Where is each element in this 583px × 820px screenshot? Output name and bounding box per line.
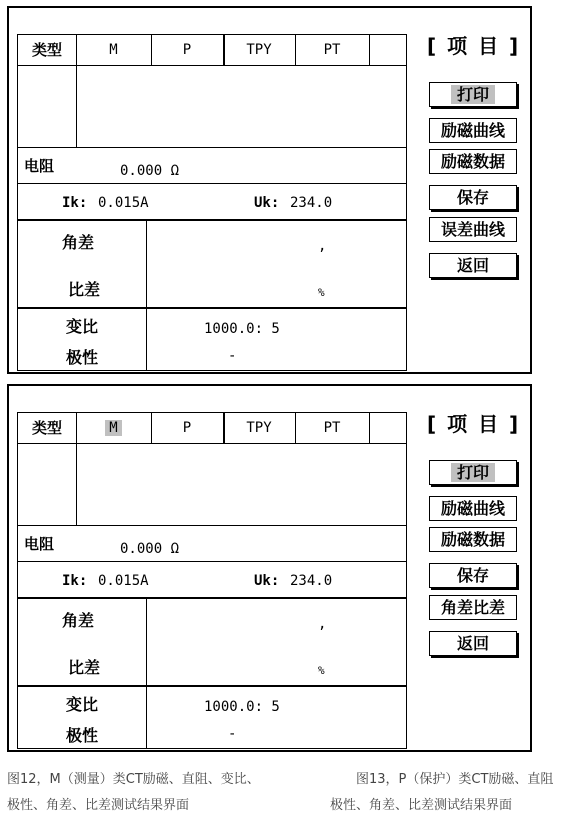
angle-unit: , [318, 238, 327, 254]
ik-label: Ik: [62, 573, 88, 589]
excitation-curve-button[interactable]: 励磁曲线 [429, 118, 517, 143]
uk-label: Uk: [254, 195, 280, 211]
angle-label: 角差 [62, 233, 95, 252]
tab-tpy[interactable]: TPY [246, 42, 272, 58]
ratio-value: 1000.0: 5 [204, 699, 280, 715]
polarity-value: - [228, 348, 237, 364]
uk-value: 234.0 [290, 573, 333, 589]
caption-right-line2: 极性、角差、比差测试结果界面 [330, 798, 513, 813]
ratio-error-label: 比差 [68, 658, 101, 677]
resistance-value: 0.000 Ω [120, 163, 180, 179]
ratio-label: 变比 [66, 317, 99, 336]
back-button[interactable]: 返回 [429, 631, 517, 656]
caption-left-line1: 图12，M（测量）类CT励磁、直阻、变比、 [7, 772, 260, 787]
caption-left-line2: 极性、角差、比差测试结果界面 [7, 798, 190, 813]
save-button[interactable]: 保存 [429, 185, 517, 210]
ratio-error-unit: % [318, 286, 325, 299]
tab-pt[interactable]: PT [323, 420, 341, 436]
caption-right-line1: 图13，P（保护）类CT励磁、直阻 [356, 772, 554, 787]
angle-label: 角差 [62, 611, 95, 630]
type-label: 类型 [31, 419, 62, 437]
result-grid [17, 412, 407, 749]
result-panel-2 [7, 384, 532, 752]
ratio-error-label: 比差 [68, 280, 101, 299]
tab-m[interactable]: M [109, 42, 118, 58]
tab-tpy[interactable]: TPY [246, 420, 272, 436]
resistance-value: 0.000 Ω [120, 541, 180, 557]
excitation-curve-button[interactable]: 励磁曲线 [429, 496, 517, 521]
resistance-label: 电阻 [24, 157, 55, 175]
uk-label: Uk: [254, 573, 280, 589]
polarity-label: 极性 [66, 348, 99, 367]
tab-pt[interactable]: PT [323, 42, 341, 58]
ratio-label: 变比 [66, 695, 99, 714]
resistance-label: 电阻 [24, 535, 55, 553]
back-button[interactable]: 返回 [429, 253, 517, 278]
angle-unit: , [318, 616, 327, 632]
ik-value: 0.015A [98, 573, 149, 589]
print-button[interactable]: 打印 [429, 460, 517, 485]
menu-title: [ 项 目 ] [427, 412, 521, 436]
error-curve-button[interactable]: 误差曲线 [429, 217, 517, 242]
polarity-value: - [228, 726, 237, 742]
tab-p[interactable]: P [182, 42, 192, 58]
angle-ratio-error-button[interactable]: 角差比差 [429, 595, 517, 620]
result-grid [17, 34, 407, 371]
ratio-error-unit: % [318, 664, 325, 677]
uk-value: 234.0 [290, 195, 333, 211]
ik-value: 0.015A [98, 195, 149, 211]
ik-label: Ik: [62, 195, 88, 211]
result-panel-1 [7, 6, 532, 374]
menu-title: [ 项 目 ] [427, 34, 521, 58]
polarity-label: 极性 [66, 726, 99, 745]
type-label: 类型 [31, 41, 62, 59]
save-button[interactable]: 保存 [429, 563, 517, 588]
print-button[interactable]: 打印 [429, 82, 517, 107]
ratio-value: 1000.0: 5 [204, 321, 280, 337]
excitation-data-button[interactable]: 励磁数据 [429, 527, 517, 552]
tab-p[interactable]: P [182, 420, 192, 436]
excitation-data-button[interactable]: 励磁数据 [429, 149, 517, 174]
tab-m[interactable]: M [76, 413, 151, 443]
